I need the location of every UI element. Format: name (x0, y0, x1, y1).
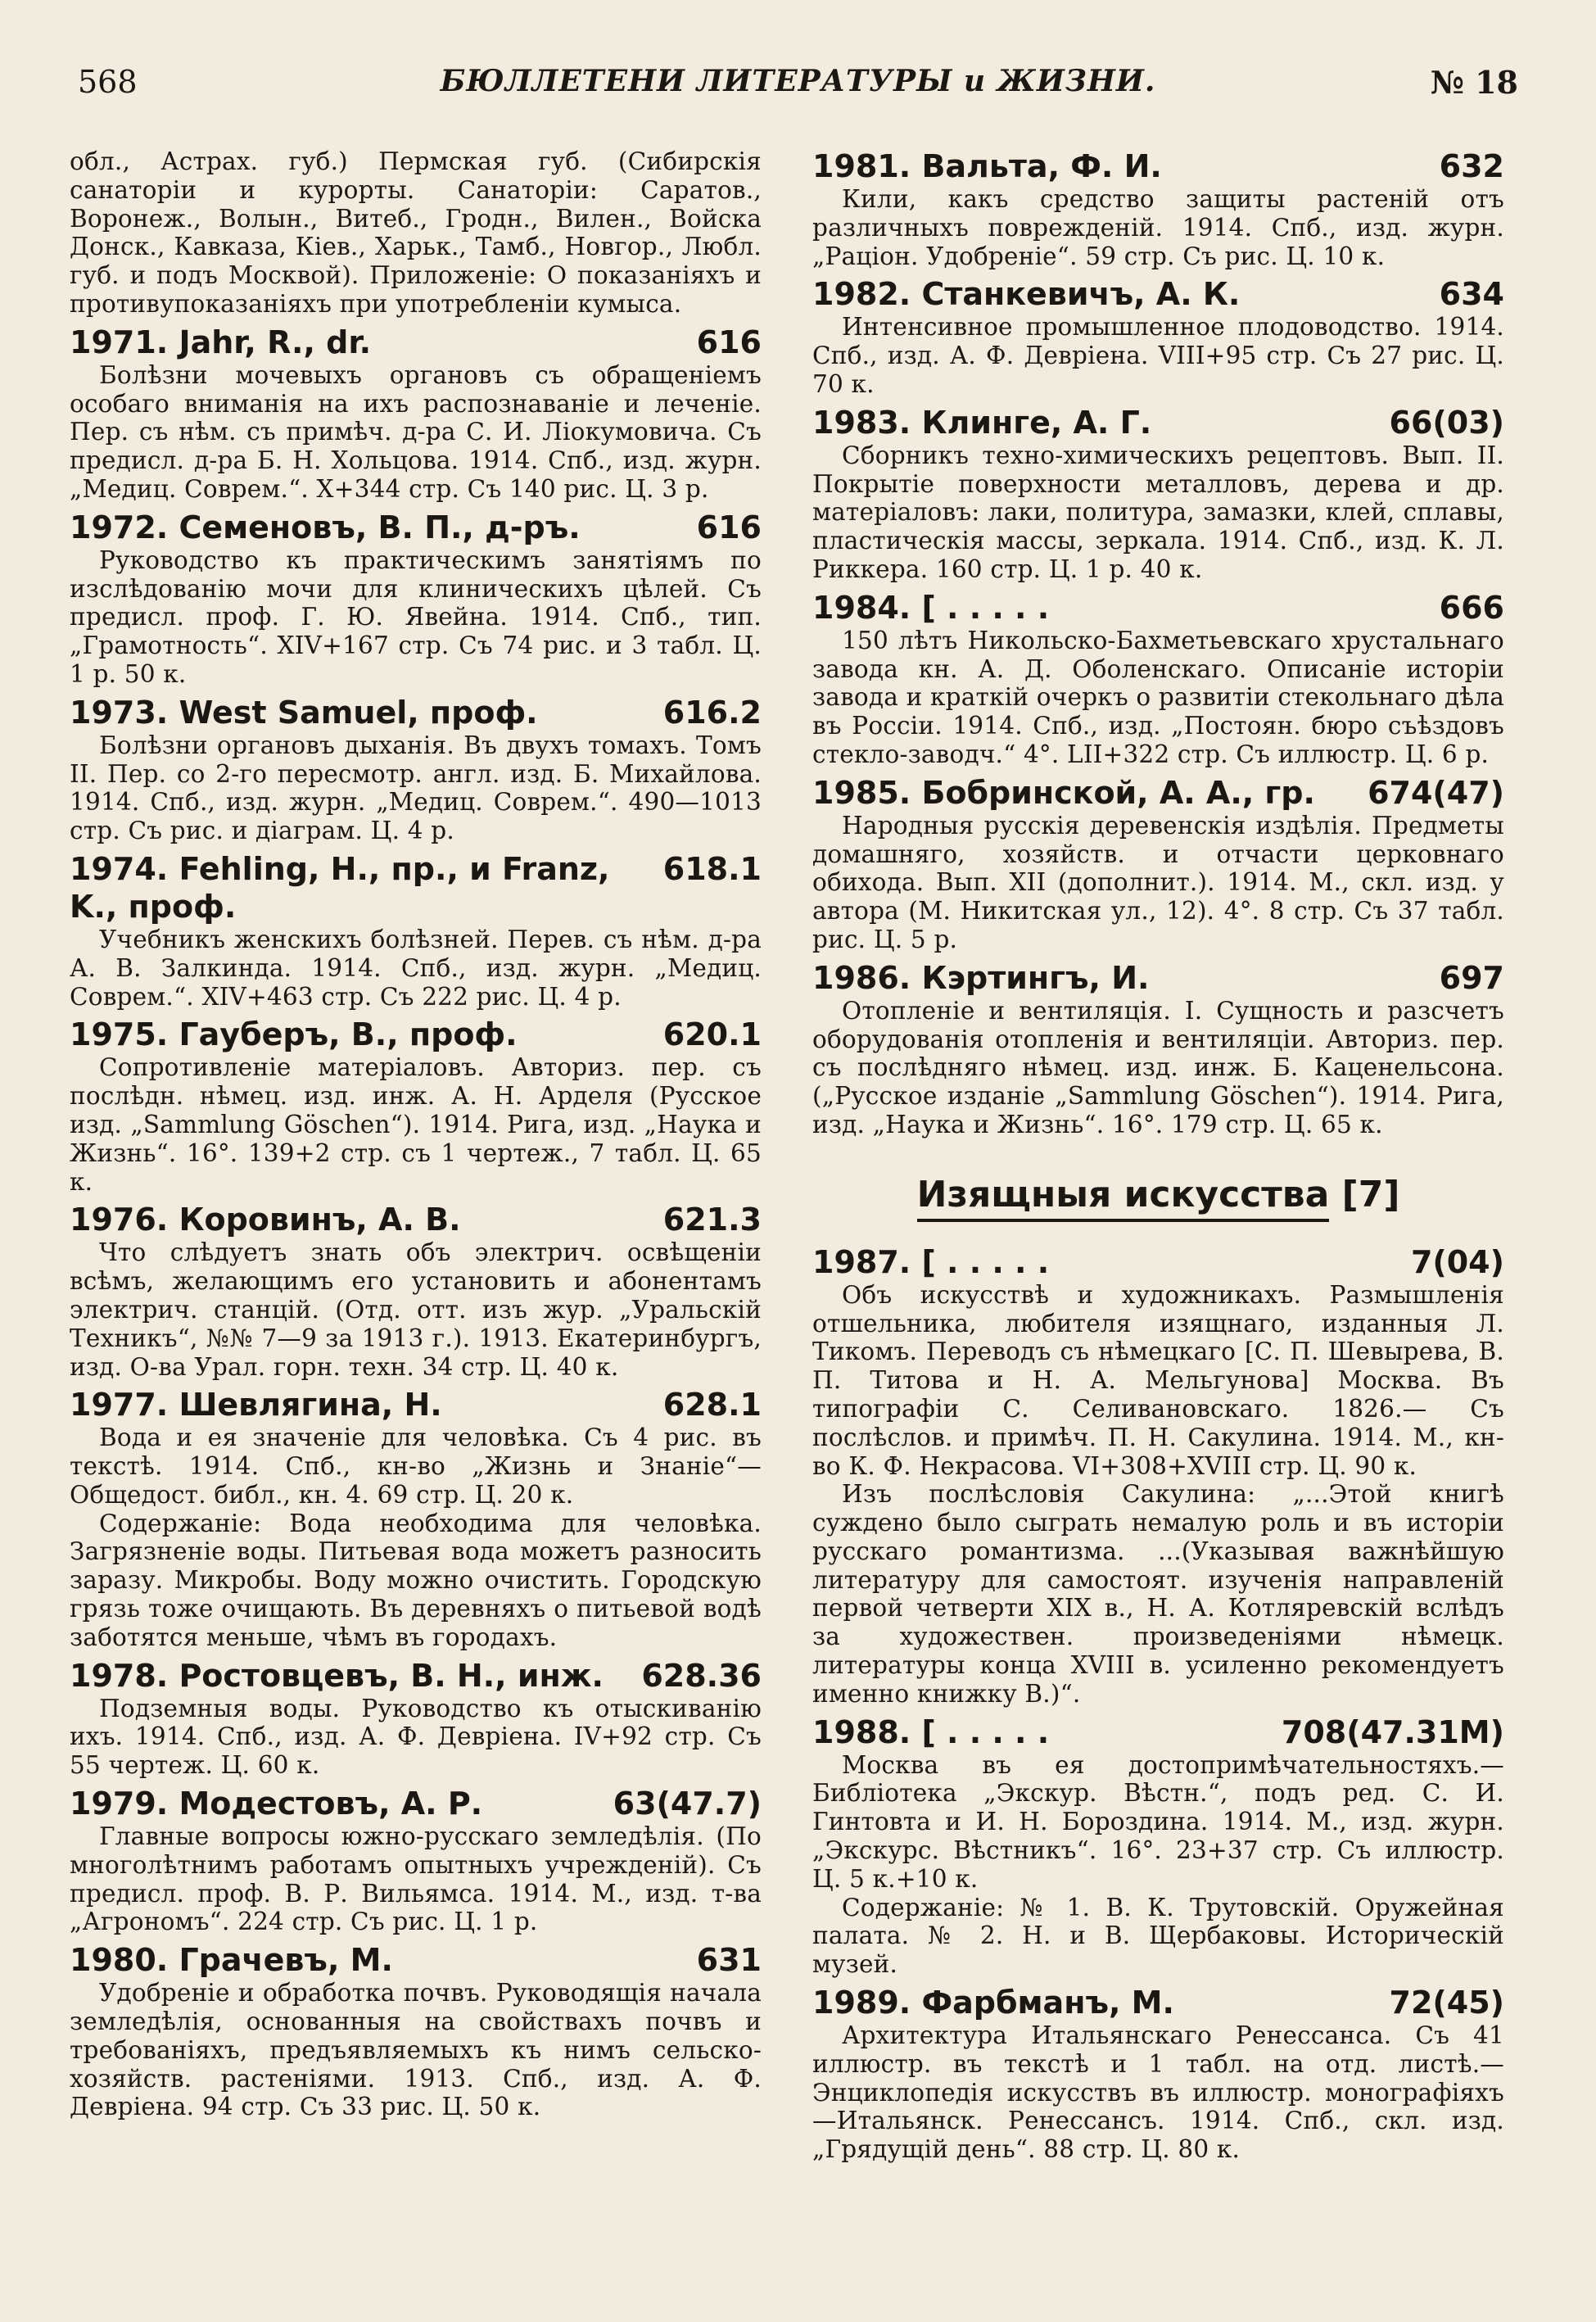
entry-code: 72(45) (1389, 1985, 1504, 2021)
entry-author: Кэртингъ, И. (921, 959, 1150, 996)
entry-author: Коровинъ, А. В. (179, 1202, 461, 1238)
entry-author: Jahr, R., dr. (179, 324, 372, 360)
entry-code: 634 (1439, 276, 1504, 313)
entry-number: 1985. (812, 774, 911, 811)
entry-code: 632 (1439, 148, 1504, 184)
entry-code: 708(47.31М) (1281, 1713, 1504, 1750)
entry-1987 (812, 1243, 1504, 1709)
entry-author: [ . . . . . (921, 589, 1050, 626)
entry-author: Семеновъ, В. П., д-ръ. (179, 509, 581, 545)
entry-text: Учебникъ женскихъ болѣзней. Перев. съ нѣм. д-ра А. В. Залкинда. 1914. Спб., изд. журн. „Медиц. Соврем.“. XIV+463 стр. Съ 222 рис. Ц. 4 р. (70, 925, 762, 1011)
entry-number: 1979. (70, 1786, 169, 1822)
entry-text: Сборникъ техно-химическихъ рецептовъ. Вып. II. Покрытіе поверхности металловъ, дерева и др. матеріаловъ: лаки, политура, замазки, клей, сплавы, пластическія массы, зеркала. 1914. Спб., изд. К. Л. Риккера. 160 стр. Ц. 1 р. 40 к. (812, 441, 1504, 583)
entry-code: 628.1 (662, 1387, 762, 1424)
entry-author: Модестовъ, А. Р. (179, 1786, 483, 1822)
entry-text: Интенсивное промышленное плодоводство. 1914. Спб., изд. А. Ф. Девріена. VIII+95 стр. Съ 27 рис. Ц. 70 к. (812, 313, 1504, 398)
entry-author: Fehling, H., пр., и Franz, K., проф. (70, 850, 610, 925)
entry-code: 697 (1439, 959, 1504, 996)
entry-author: Фарбманъ, М. (921, 1985, 1174, 2021)
entry-number: 1986. (812, 959, 911, 996)
entry-code: 63(47.7) (613, 1786, 762, 1822)
entry-1989 (812, 1984, 1504, 2164)
entry-text: Объ искусствѣ и художникахъ. Размышленія отшельника, любителя изящнаго, изданныя Л. Тикомъ. Переводъ съ нѣмецкаго [С. П. Шевырева, В. П. Титова и Н. А. Мельгунова] Москва. Въ типографіи С. Селивановскаго. 1826.— Съ послѣслов. и примѣч. П. Н. Сакулина. 1914. М., кн-во К. Ф. Некрасова. VI+308+XVIII стр. Ц. 90 к. (812, 1280, 1504, 1480)
section-title: Изящныя искусства (917, 1174, 1330, 1222)
entry-text: Отопленіе и вентиляція. I. Сущность и разсчетъ оборудованія отопленія и вентиляціи. Авториз. пер. съ послѣдняго нѣмец. изд. инж. Б. Каценельсона. („Русское изданіе „Sammlung Göschen“). 1914. Рига, изд. „Наука и Жизнь“. 16°. 179 стр. Ц. 65 к. (812, 996, 1504, 1138)
entry-1978 (70, 1657, 762, 1780)
entry-1980 (70, 1941, 762, 2121)
entry-1982 (812, 275, 1504, 398)
entry-author: West Samuel, проф. (179, 694, 538, 731)
entry-number: 1988. (812, 1713, 911, 1750)
entry-number: 1980. (70, 1942, 169, 1979)
section-code: [7] (1341, 1173, 1400, 1215)
entry-text: Руководство къ практическимъ занятіямъ по изслѣдованію мочи для клиническихъ цѣлей. Съ предисл. проф. Г. Ю. Явейна. 1914. Спб., тип. „Грамотность“. XIV+167 стр. Съ 74 рис. и 3 табл. Ц. 1 р. 50 к. (70, 545, 762, 688)
entry-number: 1973. (70, 694, 169, 731)
entry-text: Болѣзни мочевыхъ органовъ съ обращеніемъ особаго вниманія на ихъ распознаваніе и леченіе. Пер. съ нѣм. съ примѣч. д-ра С. И. Ліокумовича. Съ предисл. д-ра Б. Н. Хольцова. 1914. Спб., изд. журн. „Медиц. Соврем.“. X+344 стр. Съ 140 рис. Ц. 3 р. (70, 360, 762, 503)
entry-text: Кили, какъ средство защиты растеній отъ различныхъ поврежденій. 1914. Спб., изд. журн. „Раціон. Удобреніе“. 59 стр. Съ рис. Ц. 10 к. (812, 185, 1504, 270)
entry-text: Москва въ ея достопримѣчательностяхъ.— Библіотека „Экскур. Вѣстн.“, подъ ред. С. И. Гинтовта и И. Н. Бороздина. 1914. М., изд. журн. „Экскурс. Вѣстникъ“. 16°. 23+37 стр. Съ иллюстр. Ц. 5 к.+10 к. (812, 1750, 1504, 1893)
entry-code: 616.2 (662, 694, 762, 731)
entry-author: Шевлягина, Н. (179, 1387, 442, 1424)
entry-code: 7(04) (1410, 1243, 1504, 1280)
entry-contents-note: Содержаніе: № 1. В. К. Трутовскій. Оружейная палата. № 2. Н. и В. Щербаковы. Историческій музей. (812, 1893, 1504, 1979)
entry-text: Архитектура Итальянскаго Ренессанса. Съ 41 иллюстр. въ текстѣ и 1 табл. на отд. листѣ.— Энциклопедія искусствъ въ иллюстр. монографіяхъ—Итальянск. Ренессансъ. 1914. Спб., скл. изд. „Грядущій день“. 88 стр. Ц. 80 к. (812, 2021, 1504, 2164)
entry-text: Сопротивленіе матеріаловъ. Авториз. пер. съ послѣдн. нѣмец. изд. инж. А. Н. Арделя (Русское изд. „Sammlung Göschen“). 1914. Рига, изд. „Наука и Жизнь“. 16°. 139+2 стр. съ 1 чертеж., 7 табл. Ц. 65 к. (70, 1053, 762, 1196)
entry-number: 1978. (70, 1657, 169, 1694)
entry-number: 1971. (70, 324, 169, 360)
entry-number: 1989. (812, 1985, 911, 2021)
entry-text: Болѣзни органовъ дыханія. Въ двухъ томахъ. Томъ II. Пер. со 2-го пересмотр. англ. изд. Б. Михайлова. 1914. Спб., изд. журн. „Медиц. Соврем.“. 490—1013 стр. Съ рис. и діаграм. Ц. 4 р. (70, 731, 762, 845)
entry-1973 (70, 694, 762, 845)
entry-text: Вода и ея значеніе для человѣка. Съ 4 рис. въ текстѣ. 1914. Спб., кн-во „Жизнь и Знаніе“—Общедост. библ., кн. 4. 69 стр. Ц. 20 к. (70, 1424, 762, 1509)
entry-author: Станкевичъ, А. К. (921, 276, 1241, 313)
entry-text: Народныя русскія деревенскія издѣлія. Предметы домашняго, хозяйств. и отчасти церковнаго обихода. Вып. XII (дополнит.). 1914. М., скл. изд. у автора (М. Никитская ул., 12). 4°. 8 стр. Съ 37 табл. рис. Ц. 5 р. (812, 811, 1504, 953)
entry-number: 1981. (812, 148, 911, 184)
entry-1983 (812, 404, 1504, 584)
entry-code: 628.36 (641, 1657, 762, 1694)
entry-code: 66(03) (1389, 404, 1504, 441)
entry-author: [ . . . . . (921, 1713, 1050, 1750)
entry-author: Вальта, Ф. И. (921, 148, 1162, 184)
entry-author: Ростовцевъ, В. Н., инж. (179, 1657, 604, 1694)
entry-text: Главные вопросы южно-русскаго земледѣлія. (По многолѣтнимъ работамъ опытныхъ учрежденій). Съ предисл. проф. В. Р. Вильямса. 1914. М., изд. т-ва „Агрономъ“. 224 стр. Съ рис. Ц. 1 р. (70, 1822, 762, 1936)
entry-code: 674(47) (1368, 774, 1504, 811)
entry-code: 616 (696, 509, 762, 545)
entry-contents-note: Содержаніе: Вода необходима для человѣка. Загрязненіе воды. Питьевая вода можетъ разносить заразу. Микробы. Воду можно очистить. Городскую грязь тоже очищають. Въ деревняхъ о питьевой водѣ заботятся меньше, чѣмъ въ городахъ. (70, 1509, 762, 1651)
entry-text: Что слѣдуетъ знать объ электрич. освѣщеніи всѣмъ, желающимъ его установить и абонентамъ электрич. станцій. (Отд. отт. изъ жур. „Уральскій Техникъ“, №№ 7—9 за 1913 г.). 1913. Екатеринбургъ, изд. О-ва Урал. горн. техн. 34 стр. Ц. 40 к. (70, 1238, 762, 1381)
entry-1986 (812, 959, 1504, 1139)
entry-continued (70, 147, 762, 319)
entry-author: Бобринской, А. А., гр. (921, 774, 1315, 811)
page-number: 568 (78, 64, 138, 100)
entry-afterword-note: Изъ послѣсловія Сакулина: „...Этой книгѣ суждено было сыграть немалую роль и въ исторіи русскаго романтизма. ...(Указывая важнѣйшую литературу для самостоят. изученія направленій первой четверти XIX в., Н. А. Котляревскій вслѣдъ за художествен. произведеніями нѣмецк. литературы конца XVIII в. усиленно рекомендуетъ именно книжку В.)“. (812, 1480, 1504, 1708)
entry-author: [ . . . . . (921, 1243, 1050, 1280)
left-column (70, 147, 762, 2126)
entry-1985 (812, 774, 1504, 954)
section-heading (812, 1174, 1504, 1215)
entry-1988 (812, 1713, 1504, 1979)
entry-code: 618.1 (662, 850, 762, 887)
entry-text: Подземныя воды. Руководство къ отыскиванію ихъ. 1914. Спб., изд. А. Ф. Девріена. IV+92 стр. Съ 55 чертеж. Ц. 60 к. (70, 1694, 762, 1780)
running-title: БЮЛЛЕТЕНИ ЛИТЕРАТУРЫ и ЖИЗНИ. (440, 64, 1156, 98)
entry-1976 (70, 1201, 762, 1381)
entry-author: Грачевъ, М. (179, 1942, 393, 1979)
page-header (0, 57, 1596, 106)
entry-1977 (70, 1386, 762, 1651)
entry-number: 1972. (70, 509, 169, 545)
right-column (812, 147, 1504, 2169)
issue-number: № 18 (1430, 64, 1518, 101)
entry-number: 1974. (70, 850, 169, 887)
entry-code: 666 (1439, 589, 1504, 626)
entry-code: 620.1 (662, 1016, 762, 1053)
entry-1981 (812, 147, 1504, 270)
entry-code: 616 (696, 324, 762, 360)
entry-number: 1977. (70, 1387, 169, 1424)
entry-number: 1987. (812, 1243, 911, 1280)
entry-1974 (70, 850, 762, 1011)
entry-code: 621.3 (662, 1202, 762, 1238)
entry-author: Клинге, А. Г. (921, 404, 1152, 441)
entry-text: Удобреніе и обработка почвъ. Руководящія начала земледѣлія, основанныя на свойствахъ почвъ и требованіяхъ, предъявляемыхъ къ нимъ сельско-хозяйств. растеніями. 1913. Спб., изд. А. Ф. Девріена. 94 стр. Съ 33 рис. Ц. 50 к. (70, 1979, 762, 2121)
entry-1984 (812, 589, 1504, 769)
entry-number: 1983. (812, 404, 911, 441)
entry-1971 (70, 324, 762, 504)
entry-1979 (70, 1785, 762, 1936)
entry-number: 1984. (812, 589, 911, 626)
entry-author: Гауберъ, В., проф. (179, 1016, 518, 1053)
entry-number: 1975. (70, 1016, 169, 1053)
entry-text: 150 лѣтъ Никольско-Бахметьевскаго хрустальнаго завода кн. А. Д. Оболенскаго. Описаніе исторіи завода и краткій очеркъ о развитіи стекольнаго дѣла въ Россіи. 1914. Спб., изд. „Постоян. бюро съѣздовъ стекло-заводч.“ 4°. LII+322 стр. Съ иллюстр. Ц. 6 р. (812, 626, 1504, 768)
entry-number: 1976. (70, 1202, 169, 1238)
entry-number: 1982. (812, 276, 911, 313)
entry-1972 (70, 509, 762, 689)
entry-code: 631 (696, 1942, 762, 1979)
entry-text: обл., Астрах. губ.) Пермская губ. (Сибирскія санаторіи и курорты. Санаторіи: Саратов., Воронеж., Волын., Витеб., Гродн., Вилен., Войска Донск., Кавказа, Кіев., Харьк., Тамб., Новгор., Любл. губ. и подъ Москвой). Приложеніе: О показаніяхъ и противупоказаніяхъ при употребленіи кумыса. (70, 147, 762, 318)
entry-1975 (70, 1016, 762, 1196)
